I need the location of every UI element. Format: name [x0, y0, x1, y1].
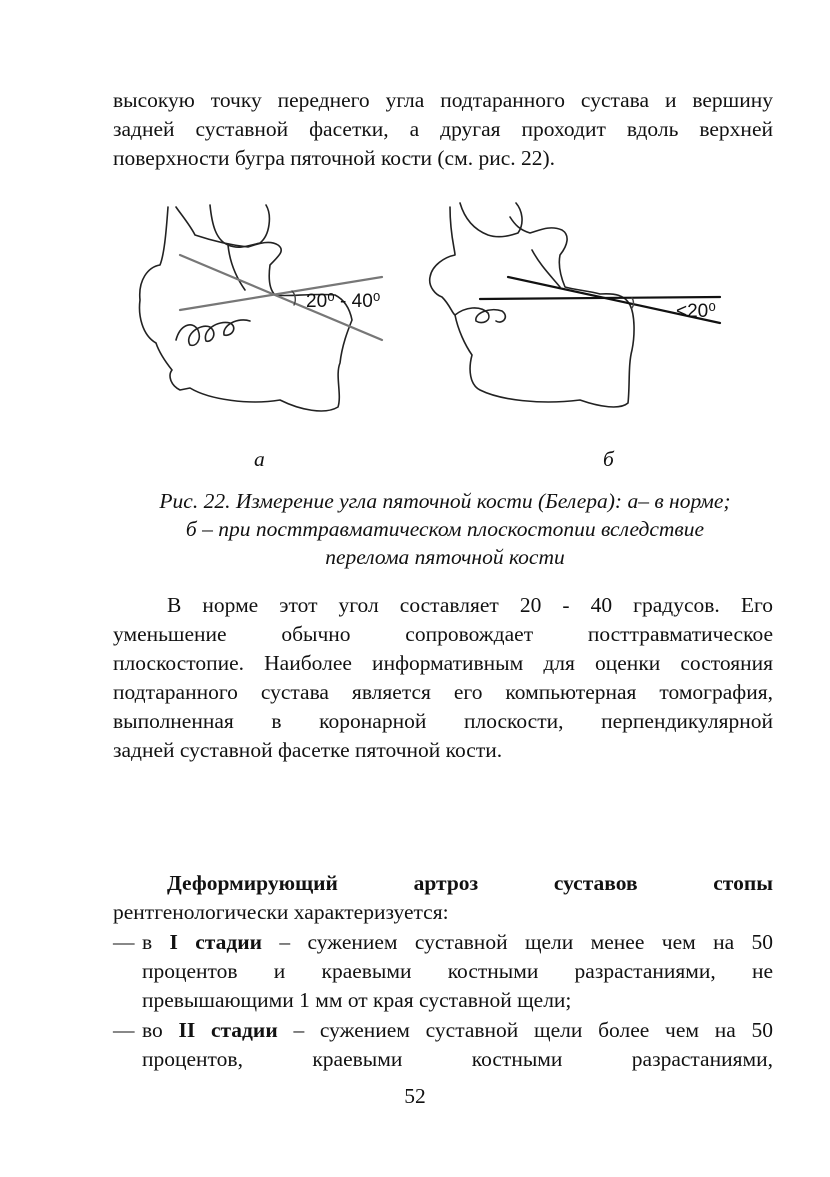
- calcaneus-angle-figure: [120, 195, 740, 435]
- paragraph-line: подтаранного сустава является его компьютерная томография,: [113, 680, 773, 704]
- paragraph-line: поверхности бугра пяточной кости (см. рис. 22).: [113, 146, 556, 170]
- stage-label: I стадии: [169, 930, 263, 954]
- paragraph-line: уменьшение обычно сопровождает посттравматическое: [113, 622, 773, 646]
- list-line: в I стадии – сужением суставной щели менее чем на 50: [142, 930, 774, 954]
- paragraph-line: В норме этот угол составляет 20 - 40 градусов. Его: [167, 593, 773, 617]
- right-joint-wave: [455, 308, 505, 323]
- figure-label-b: б: [603, 447, 614, 471]
- figure-label-a: а: [254, 447, 265, 471]
- right-angle-label: <20⁰: [676, 301, 716, 322]
- left-angle-label: 20⁰ - 40⁰: [306, 291, 381, 312]
- list-line: во II стадии – сужением суставной щели более чем на 50: [142, 1018, 773, 1042]
- heading-line: [113, 869, 773, 898]
- caption-line: б – при посттравматическом плоскостопии вследствие: [185, 517, 705, 541]
- paragraph-line: задней суставной фасетке пяточной кости.: [113, 738, 503, 762]
- caption-line: Рис. 22. Измерение угла пяточной кости (Белера): а– в норме;: [159, 489, 731, 513]
- paragraph-line: задней суставной фасетки, а другая проходит вдоль верхней: [113, 117, 773, 141]
- caption-line: перелома пяточной кости: [325, 545, 565, 569]
- middle-paragraph: [113, 591, 773, 765]
- list-line: процентов и краевыми костными разрастаниями, не: [142, 959, 773, 983]
- paragraph-line: высокую точку переднего угла подтаранного сустава и вершину: [113, 88, 773, 112]
- right-calcaneus-outline: [430, 207, 634, 407]
- right-talus-outline: [460, 203, 560, 287]
- list-dash: —: [113, 930, 135, 954]
- left-joint-wave: [176, 320, 250, 345]
- list-dash: —: [113, 1018, 135, 1042]
- paragraph-line: рентгенологически характеризуется:: [113, 900, 449, 924]
- list-line: процентов, краевыми костными разрастаниями,: [142, 1047, 773, 1071]
- left-talus-outline: [210, 205, 269, 290]
- stage-label: II стадии: [178, 1018, 278, 1042]
- top-paragraph: [113, 86, 773, 173]
- paragraph-line: выполненная в коронарной плоскости, перпендикулярной: [113, 709, 773, 733]
- heading-bold-lead: Деформирующий артроз суставов стопы: [167, 871, 773, 895]
- heading-paragraph: [113, 869, 773, 927]
- paragraph-line: плоскостопие. Наиболее информативным для оценки состояния: [113, 651, 773, 675]
- figure-caption: [100, 487, 790, 571]
- list-line: превышающими 1 мм от края суставной щели;: [142, 988, 572, 1012]
- page-number: 52: [404, 1084, 426, 1108]
